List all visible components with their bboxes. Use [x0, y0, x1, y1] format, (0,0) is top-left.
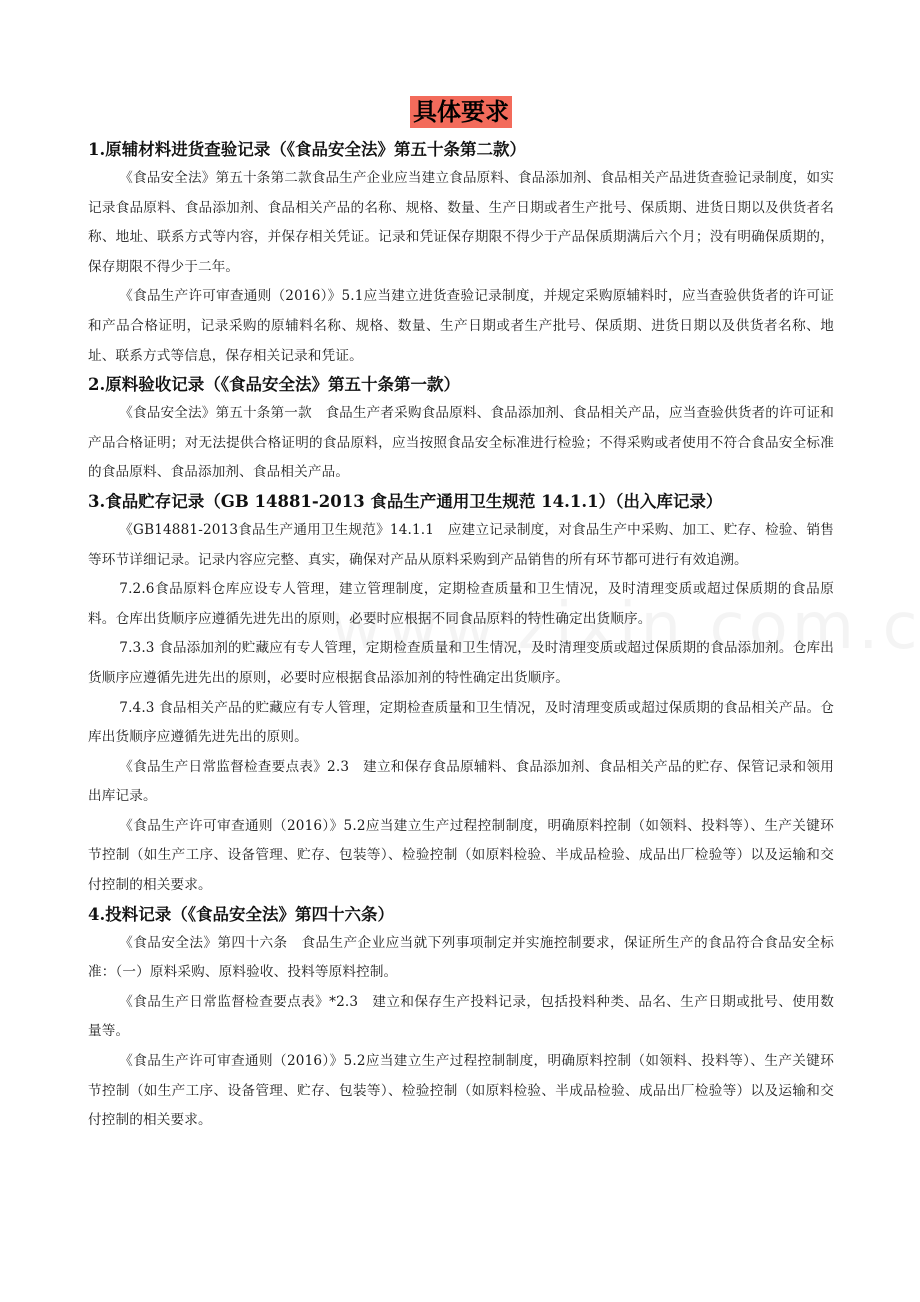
- section-heading: 4.投料记录（《食品安全法》第四十六条）: [88, 904, 394, 924]
- paragraph: 《食品安全法》第四十六条 食品生产企业应当就下列事项制定并实施控制要求，保证所生产的食品符合食品安全标准：（一）原料采购、原料验收、投料等原料控制。: [88, 934, 834, 981]
- title-wrap: [88, 96, 834, 130]
- section-heading: 2.原料验收记录（《食品安全法》第五十条第一款）: [88, 375, 460, 395]
- paragraph: 《食品生产许可审查通则（2016）》5.2应当建立生产过程控制制度，明确原料控制（如领料、投料等）、生产关键环节控制（如生产工序、设备管理、贮存、包装等）、检验控制（如原料检验、半成品检验、成品出厂检验等）以及运输和交付控制的相关要求。: [88, 1053, 834, 1129]
- paragraph: 7.3.3 食品添加剂的贮藏应有专人管理，定期检查质量和卫生情况，及时清理变质或超过保质期的食品添加剂。仓库出货顺序应遵循先进先出的原则，必要时应根据食品添加剂的特性确定出货顺序。: [88, 640, 834, 686]
- document-body: [88, 96, 834, 1136]
- paragraph: 7.2.6食品原料仓库应设专人管理，建立管理制度，定期检查质量和卫生情况，及时清理变质或超过保质期的食品原料。仓库出货顺序应遵循先进先出的原则，必要时应根据不同食品原料的特性确定出货顺序。: [88, 581, 834, 627]
- paragraph: 《GB14881-2013食品生产通用卫生规范》14.1.1 应建立记录制度，对食品生产中采购、加工、贮存、检验、销售等环节详细记录。记录内容应完整、真实，确保对产品从原料采购到产品销售的所有环节都可进行有效追溯。: [88, 521, 834, 568]
- section-1: [88, 136, 834, 371]
- paragraph: 《食品安全法》第五十条第二款食品生产企业应当建立食品原料、食品添加剂、食品相关产品进货查验记录制度，如实记录食品原料、食品添加剂、食品相关产品的名称、规格、数量、生产日期或者生产批号、保质期、进货日期以及供货者名称、地址、联系方式等内容，并保存相关凭证。记录和凭证保存期限不得少于产品保质期满后六个月；没有明确保质期的，保存期限不得少于二年。: [88, 170, 834, 275]
- section-3: [88, 488, 834, 901]
- section-2: [88, 371, 834, 488]
- section-heading: 1.原辅材料进货查验记录（《食品安全法》第五十条第二款）: [88, 140, 526, 159]
- paragraph: 《食品生产日常监督检查要点表》*2.3 建立和保存生产投料记录，包括投料种类、品名、生产日期或批号、使用数量等。: [88, 993, 834, 1040]
- paragraph: 7.4.3 食品相关产品的贮藏应有专人管理，定期检查质量和卫生情况，及时清理变质或超过保质期的食品相关产品。仓库出货顺序应遵循先进先出的原则。: [88, 699, 834, 746]
- document-title: 具体要求: [410, 96, 512, 128]
- section-heading: 3.食品贮存记录（GB 14881-2013 食品生产通用卫生规范 14.1.1）（出入库记录）: [88, 491, 723, 511]
- paragraph: 《食品生产许可审查通则（2016）》5.2应当建立生产过程控制制度，明确原料控制（如领料、投料等）、生产关键环节控制（如生产工序、设备管理、贮存、包装等）、检验控制（如原料检验、半成品检验、成品出厂检验等）以及运输和交付控制的相关要求。: [88, 817, 834, 894]
- section-4: [88, 901, 834, 1136]
- paragraph: 《食品生产日常监督检查要点表》2.3 建立和保存食品原辅料、食品添加剂、食品相关产品的贮存、保管记录和领用出库记录。: [88, 758, 834, 805]
- paragraph: 《食品安全法》第五十条第一款 食品生产者采购食品原料、食品添加剂、食品相关产品，应当查验供货者的许可证和产品合格证明；对无法提供合格证明的食品原料，应当按照食品安全标准进行检验；不得采购或者使用不符合食品安全标准的食品原料、食品添加剂、食品相关产品。: [88, 405, 834, 481]
- paragraph: 《食品生产许可审查通则（2016）》5.1应当建立进货查验记录制度，并规定采购原辅料时，应当查验供货者的许可证和产品合格证明，记录采购的原辅料名称、规格、数量、生产日期或者生产批号、保质期、进货日期以及供货者名称、地址、联系方式等信息，保存相关记录和凭证。: [88, 288, 834, 364]
